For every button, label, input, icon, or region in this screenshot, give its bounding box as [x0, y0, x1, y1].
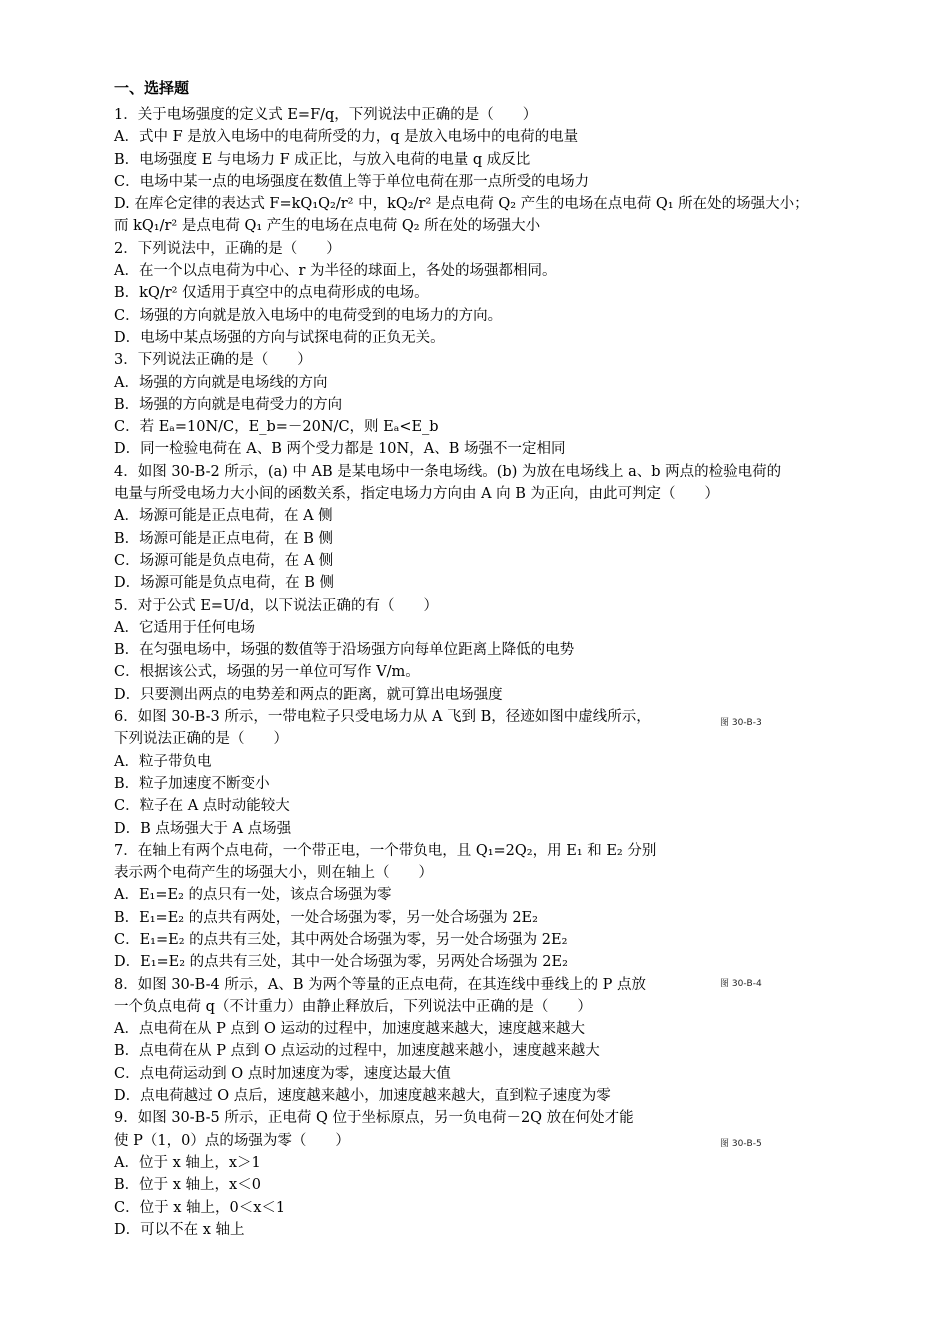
text-line: A．在一个以点电荷为中心、r 为半径的球面上，各处的场强都相同。 [114, 263, 557, 280]
text-line: C．场源可能是负点电荷，在 A 侧 [114, 552, 334, 569]
text-line: D．点电荷越过 O 点后，速度越来越小，加速度越来越大，直到粒子速度为零 [114, 1088, 611, 1105]
text-line: 1．关于电场强度的定义式 E=F/q，下列说法中正确的是（ ） [114, 107, 538, 123]
text-line: 2．下列说法中，正确的是（ ） [114, 240, 341, 257]
text-line: A．粒子带负电 [114, 753, 212, 770]
text-line: C．场强的方向就是放入电场中的电荷受到的电场力的方向。 [114, 307, 503, 324]
text-line: 使 P（1，0）点的场强为零（ ） [114, 1132, 350, 1149]
figure-label-30-b-5: 图 30-B-5 [720, 1139, 762, 1149]
text-line: 9．如图 30-B-5 所示，正电荷 Q 位于坐标原点，另一负电荷－2Q 放在何处才能 [114, 1110, 634, 1127]
text-line: 7．在轴上有两个点电荷，一个带正电，一个带负电，且 Q₁=2Q₂，用 E₁ 和 E₂ 分别 [114, 842, 657, 859]
text-line: D．E₁=E₂ 的点共有三处，其中一处合场强为零，另两处合场强为 2E₂ [114, 954, 568, 971]
text-line: 4．如图 30-B-2 所示，(a) 中 AB 是某电场中一条电场线。(b) 为放在电场线上 a、b 两点的检验电荷的 [114, 463, 782, 480]
text-line: 6．如图 30-B-3 所示，一带电粒子只受电场力从 A 飞到 B，径迹如图中虚线所示， [114, 709, 651, 726]
text-line: D．电场中某点场强的方向与试探电荷的正负无关。 [114, 329, 445, 346]
text-line: 8．如图 30-B-4 所示，A、B 为两个等量的正点电荷，在其连线中垂线上的 P 点放 [114, 976, 647, 993]
text-line: B．E₁=E₂ 的点共有两处，一处合场强为零，另一处合场强为 2E₂ [114, 909, 538, 926]
text-line: C．E₁=E₂ 的点共有三处，其中两处合场强为零，另一处合场强为 2E₂ [114, 931, 568, 948]
text-line: D．场源可能是负点电荷，在 B 侧 [114, 575, 334, 592]
text-line: A．场强的方向就是电场线的方向 [114, 374, 328, 391]
text-line: 表示两个电荷产生的场强大小，则在轴上（ ） [114, 865, 433, 882]
text-line: C．粒子在 A 点时动能较大 [114, 798, 290, 815]
text-line: 5．对于公式 E=U/d，以下说法正确的有（ ） [114, 597, 438, 614]
text-line: D. 在库仑定律的表达式 F=kQ₁Q₂/r² 中，kQ₂/r² 是点电荷 Q₂ 产生的电场在点电荷 Q₁ 所在处的场强大小； [114, 196, 809, 213]
text-line: A．场源可能是正点电荷，在 A 侧 [114, 508, 333, 525]
text-line: A．E₁=E₂ 的点只有一处，该点合场强为零 [114, 887, 392, 904]
text-line: B．点电荷在从 P 点到 O 点运动的过程中，加速度越来越小，速度越来越大 [114, 1043, 600, 1060]
text-line: B．场强的方向就是电荷受力的方向 [114, 396, 343, 413]
text-line: A．式中 F 是放入电场中的电荷所受的力，q 是放入电场中的电荷的电量 [114, 129, 579, 146]
text-line: 一个负点电荷 q（不计重力）由静止释放后，下列说法中正确的是（ ） [114, 998, 592, 1015]
text-line: B．kQ/r² 仅适用于真空中的点电荷形成的电场。 [114, 285, 429, 302]
text-line: D．只要测出两点的电势差和两点的距离，就可算出电场强度 [114, 686, 503, 703]
text-line: C．点电荷运动到 O 点时加速度为零，速度达最大值 [114, 1065, 451, 1082]
text-line: 3．下列说法正确的是（ ） [114, 352, 312, 369]
text-line: A．位于 x 轴上，x＞1 [114, 1154, 261, 1171]
section-heading: 一、选择题 [114, 79, 190, 97]
text-line: D．同一检验电荷在 A、B 两个受力都是 10N，A、B 场强不一定相同 [114, 441, 566, 458]
figure-label-30-b-4: 图 30-B-4 [720, 979, 762, 989]
text-line: C．若 Eₐ=10N/C，E_b=－20N/C，则 Eₐ<E_b [114, 419, 439, 436]
text-line: B．粒子加速度不断变小 [114, 775, 270, 792]
figure-label-30-b-3: 图 30-B-3 [720, 718, 762, 728]
text-line: C．电场中某一点的电场强度在数值上等于单位电荷在那一点所受的电场力 [114, 173, 590, 190]
text-line: C．位于 x 轴上，0＜x＜1 [114, 1199, 286, 1216]
text-line: B．场源可能是正点电荷，在 B 侧 [114, 530, 334, 547]
text-line: B．电场强度 E 与电场力 F 成正比，与放入电荷的电量 q 成反比 [114, 151, 531, 168]
text-line: B．在匀强电场中，场强的数值等于沿场强方向每单位距离上降低的电势 [114, 642, 575, 659]
text-line: D．B 点场强大于 A 点场强 [114, 820, 292, 837]
text-line: 电量与所受电场力大小间的函数关系，指定电场力方向由 A 向 B 为正向，由此可判定（ ） [114, 486, 720, 503]
text-line: 下列说法正确的是（ ） [114, 731, 288, 748]
question-text [114, 104, 854, 1241]
text-line: A．点电荷在从 P 点到 O 运动的过程中，加速度越来越大，速度越来越大 [114, 1021, 586, 1038]
text-line: B．位于 x 轴上，x＜0 [114, 1177, 261, 1194]
text-line: 而 kQ₁/r² 是点电荷 Q₁ 产生的电场在点电荷 Q₂ 所在处的场强大小 [114, 218, 541, 235]
text-line: C．根据该公式，场强的另一单位可写作 V/m。 [114, 664, 420, 681]
text-line: D．可以不在 x 轴上 [114, 1221, 245, 1238]
text-line: A．它适用于任何电场 [114, 619, 255, 636]
